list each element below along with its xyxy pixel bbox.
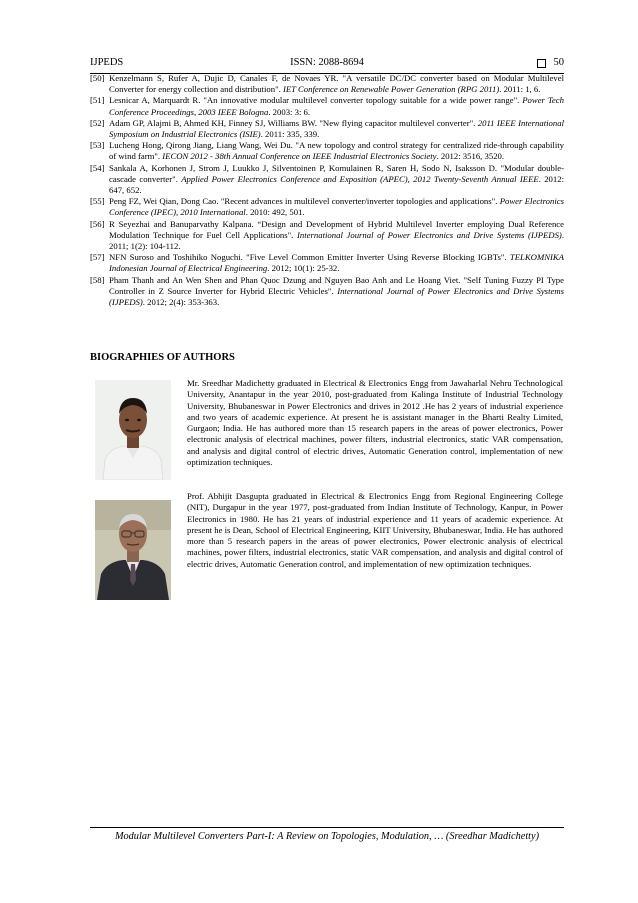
reference-item	[90, 163, 564, 197]
author-photo-sreedhar	[95, 380, 171, 480]
journal-name: IJPEDS	[90, 57, 124, 68]
checkbox-square-icon	[537, 59, 546, 68]
reference-item	[90, 252, 564, 274]
reference-number: [57]	[90, 252, 105, 263]
reference-number: [58]	[90, 274, 105, 285]
reference-number: [51]	[90, 95, 105, 106]
author-photo-abhijit	[95, 500, 171, 600]
reference-text: Pham Thanh and An Wen Shen and Phan Quoc Dzung and Nguyen Bao Anh and Le Hoang Viet. "Self Tuning Fuzzy PI Type Controller in Z Source Inverter for Hybrid Electric Vehicles".	[109, 274, 564, 296]
reference-item	[90, 196, 564, 218]
reference-venue: Power Tech Conference Proceedings, 2003 IEEE Bologna	[109, 95, 564, 117]
biographies-heading: BIOGRAPHIES OF AUTHORS	[90, 352, 235, 363]
reference-number: [56]	[90, 218, 105, 229]
reference-details: . 2010: 492, 501.	[245, 207, 305, 218]
reference-item	[90, 275, 564, 309]
reference-text: Adam GP, Alajmi B, Ahmed KH, Finney SJ, Williams BW. "New flying capacitor multilevel converter".	[109, 117, 478, 128]
reference-details: . 2012: 3516, 3520.	[436, 151, 505, 162]
reference-text: Sankala A, Korhonen J, Strom J, Luukko J, Silventoinen P, Komulainen R, Saren H, Sodo N, Isaksson D. "Modular double-cascade converter".	[109, 162, 564, 184]
reference-details: . 2011; 1(2): 104-112.	[109, 229, 564, 252]
reference-list	[90, 73, 564, 308]
reference-item	[90, 73, 564, 95]
reference-number: [50]	[90, 73, 105, 83]
reference-details: . 2011: 335, 339.	[260, 129, 320, 140]
reference-text: Kenzelmann S, Rufer A, Dujic D, Canales F, de Novaes YR. "A versatile DC/DC converter based on Modular Multilevel Converter for energy collection and distribution".	[109, 73, 564, 95]
reference-number: [54]	[90, 162, 105, 173]
reference-details: . 2012; 10(1): 25-32.	[267, 263, 340, 274]
reference-venue: International Journal of Power Electronics and Drive Systems (IJPEDS)	[109, 285, 564, 308]
reference-details: . 2012; 2(4): 353-363.	[142, 297, 220, 308]
author-bio-sreedhar: Mr. Sreedhar Madichetty graduated in Electrical & Electronics Engg from Jawaharlal Nehru Technological University, Anantapur in the year 2010, post-graduated from Kalinga Institute of Industrial Technology University, Bhubaneswar in Power Electronics and drives in 2012 .He has 2 years of industrial experience and two years of academic experience. At present he is assistant manager in the Bharti Realty Limited, Gurgaon; India. He has authored more than 15 research papers in the areas of power electronics, Power electronic analysis of electrical machines, power filters, industrial electronics, static VAR compensation, and analysis and digital control of electric drives, Automatic Generation control, implementation of new optimization techniques.	[187, 378, 563, 468]
reference-item	[90, 118, 564, 140]
reference-text: Peng FZ, Wei Qian, Dong Cao. "Recent advances in multilevel converter/inverter topologies and applications".	[109, 196, 500, 207]
reference-text: Lesnicar A, Marquardt R. "An innovative modular multilevel converter topology suitable for a wide power range".	[109, 95, 523, 106]
reference-venue: Applied Power Electronics Conference and Exposition (APEC), 2012 Twenty-Seventh Annual IEEE	[181, 173, 539, 184]
reference-venue: TELKOMNIKA Indonesian Journal of Electrical Engineering	[109, 252, 564, 274]
reference-venue: International Journal of Power Electronics and Drive Systems (IJPEDS)	[297, 229, 562, 240]
reference-venue: IECON 2012 - 38th Annual Conference on IEEE Industrial Electronics Society	[162, 151, 437, 162]
reference-number: [55]	[90, 196, 105, 207]
page-number: 50	[553, 57, 564, 68]
reference-venue: 2011 IEEE International Symposium on Industrial Electronics (ISIE)	[109, 117, 564, 140]
reference-details: . 2012: 647, 652.	[109, 173, 564, 196]
issn: ISSN: 2088-8694	[290, 57, 364, 68]
page-header	[90, 57, 564, 74]
reference-text: NFN Suroso and Toshihiko Noguchi. "Five Level Common Emitter Inverter Using Reverse Blocking IGBTs".	[109, 252, 510, 263]
reference-details: . 2011: 1, 6.	[499, 84, 541, 95]
reference-item	[90, 219, 564, 253]
reference-number: [53]	[90, 140, 105, 151]
reference-text: R Seyezhai and Banuparvathy Kalpana. “Design and Development of Hybrid Multilevel Inverter employing Dual Reference Modulation Technique for Fuel Cell Applications".	[109, 218, 564, 240]
reference-number: [52]	[90, 117, 105, 128]
reference-details: . 2003: 3: 6.	[268, 106, 311, 117]
page-footer: Modular Multilevel Converters Part-I: A Review on Topologies, Modulation, … (Sreedhar Madichetty)	[90, 827, 564, 842]
reference-venue: IET Conference on Renewable Power Generation (RPG 2011)	[282, 84, 500, 95]
reference-venue: Power Electronics Conference (IPEC), 2010 International	[109, 196, 564, 218]
author-bio-abhijit: Prof. Abhijit Dasgupta graduated in Electrical & Electronics Engg from Regional Engineering College (NIT), Durgapur in the year 1977, post-graduated from Indian Institute of Technology, Kanpur, in Power Electronics in 1980. He has 21 years of industrial experience and 11 years of academic experience. At present he is Dean, School of Electrical Engineering, KIIT University, Bhubaneswar, India. He has authored more than 5 research papers in the areas of power electronics, Power electronic analysis of electrical machines, power filters, industrial electronics, static VAR compensation, and analysis and digital control of electric drives, Automatic Generation control, and implementation of new optimization techniques.	[187, 491, 563, 569]
reference-item	[90, 140, 564, 162]
reference-item	[90, 95, 564, 117]
reference-text: Lucheng Hong, Qirong Jiang, Liang Wang, Wei Du. "A new topology and control strategy for centralized ride-through capability of wind farm".	[109, 140, 564, 162]
